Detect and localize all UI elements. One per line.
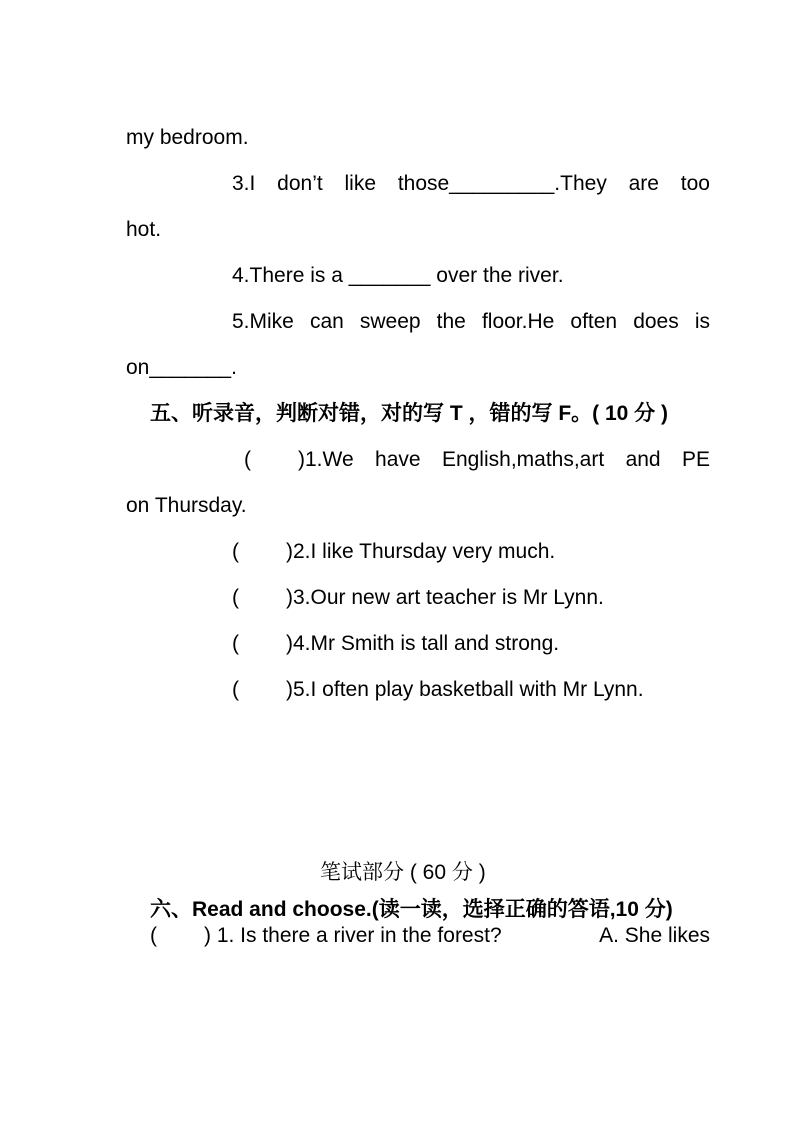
answer-paren: (	[232, 540, 239, 563]
word: PE	[681, 448, 710, 471]
s5-item1-line	[244, 446, 710, 474]
item5-line	[232, 308, 710, 336]
word: too	[680, 172, 710, 195]
item3-continuation: hot.	[126, 218, 162, 241]
answer-paren: (	[232, 678, 239, 701]
s5-item1-continuation: on Thursday.	[126, 494, 247, 517]
section5-title: 五、听录音，判断对错，对的写 T ，错的写 F。( 10 分 )	[150, 402, 669, 425]
word: the	[436, 310, 466, 333]
word: can	[309, 310, 344, 333]
word: don’t	[277, 172, 323, 195]
answer-paren: ( )1.We	[244, 448, 354, 471]
s6-q1-line	[150, 922, 710, 950]
s5-item3: ( )3.Our new art teacher is Mr Lynn.	[232, 584, 604, 612]
s6-q1-question: ( ) 1. Is there a river in the forest?	[150, 924, 502, 947]
word: and	[625, 448, 661, 471]
word: 3.I	[232, 172, 256, 195]
s5-item5: ( )5.I often play basketball with Mr Lynn.	[232, 676, 644, 704]
word: 5.Mike	[232, 310, 294, 333]
section6-title: 六、Read and choose.(读一读，选择正确的答语,10 分)	[150, 898, 673, 921]
word: English,maths,art	[441, 448, 605, 471]
word: floor.He	[481, 310, 555, 333]
s5-item4: ( )4.Mr Smith is tall and strong.	[232, 630, 559, 658]
word: those_________.They	[397, 172, 607, 195]
word: is	[694, 310, 710, 333]
item3-line	[232, 170, 710, 198]
word: often	[570, 310, 618, 333]
word: like	[344, 172, 377, 195]
answer-paren: (	[232, 586, 239, 609]
word: have	[375, 448, 421, 471]
item2-continuation: my bedroom.	[126, 126, 249, 149]
word: sweep	[359, 310, 421, 333]
written-part-title: 笔试部分 ( 60 分 )	[320, 861, 486, 884]
s6-q1-option-a: A. She likes	[599, 924, 710, 947]
word: are	[628, 172, 659, 195]
word: does	[633, 310, 679, 333]
answer-paren: (	[232, 632, 239, 655]
item5-continuation: on_______.	[126, 356, 237, 379]
s5-item2: ( )2.I like Thursday very much.	[232, 538, 555, 566]
item4-line: 4.There is a _______ over the river.	[232, 264, 564, 287]
